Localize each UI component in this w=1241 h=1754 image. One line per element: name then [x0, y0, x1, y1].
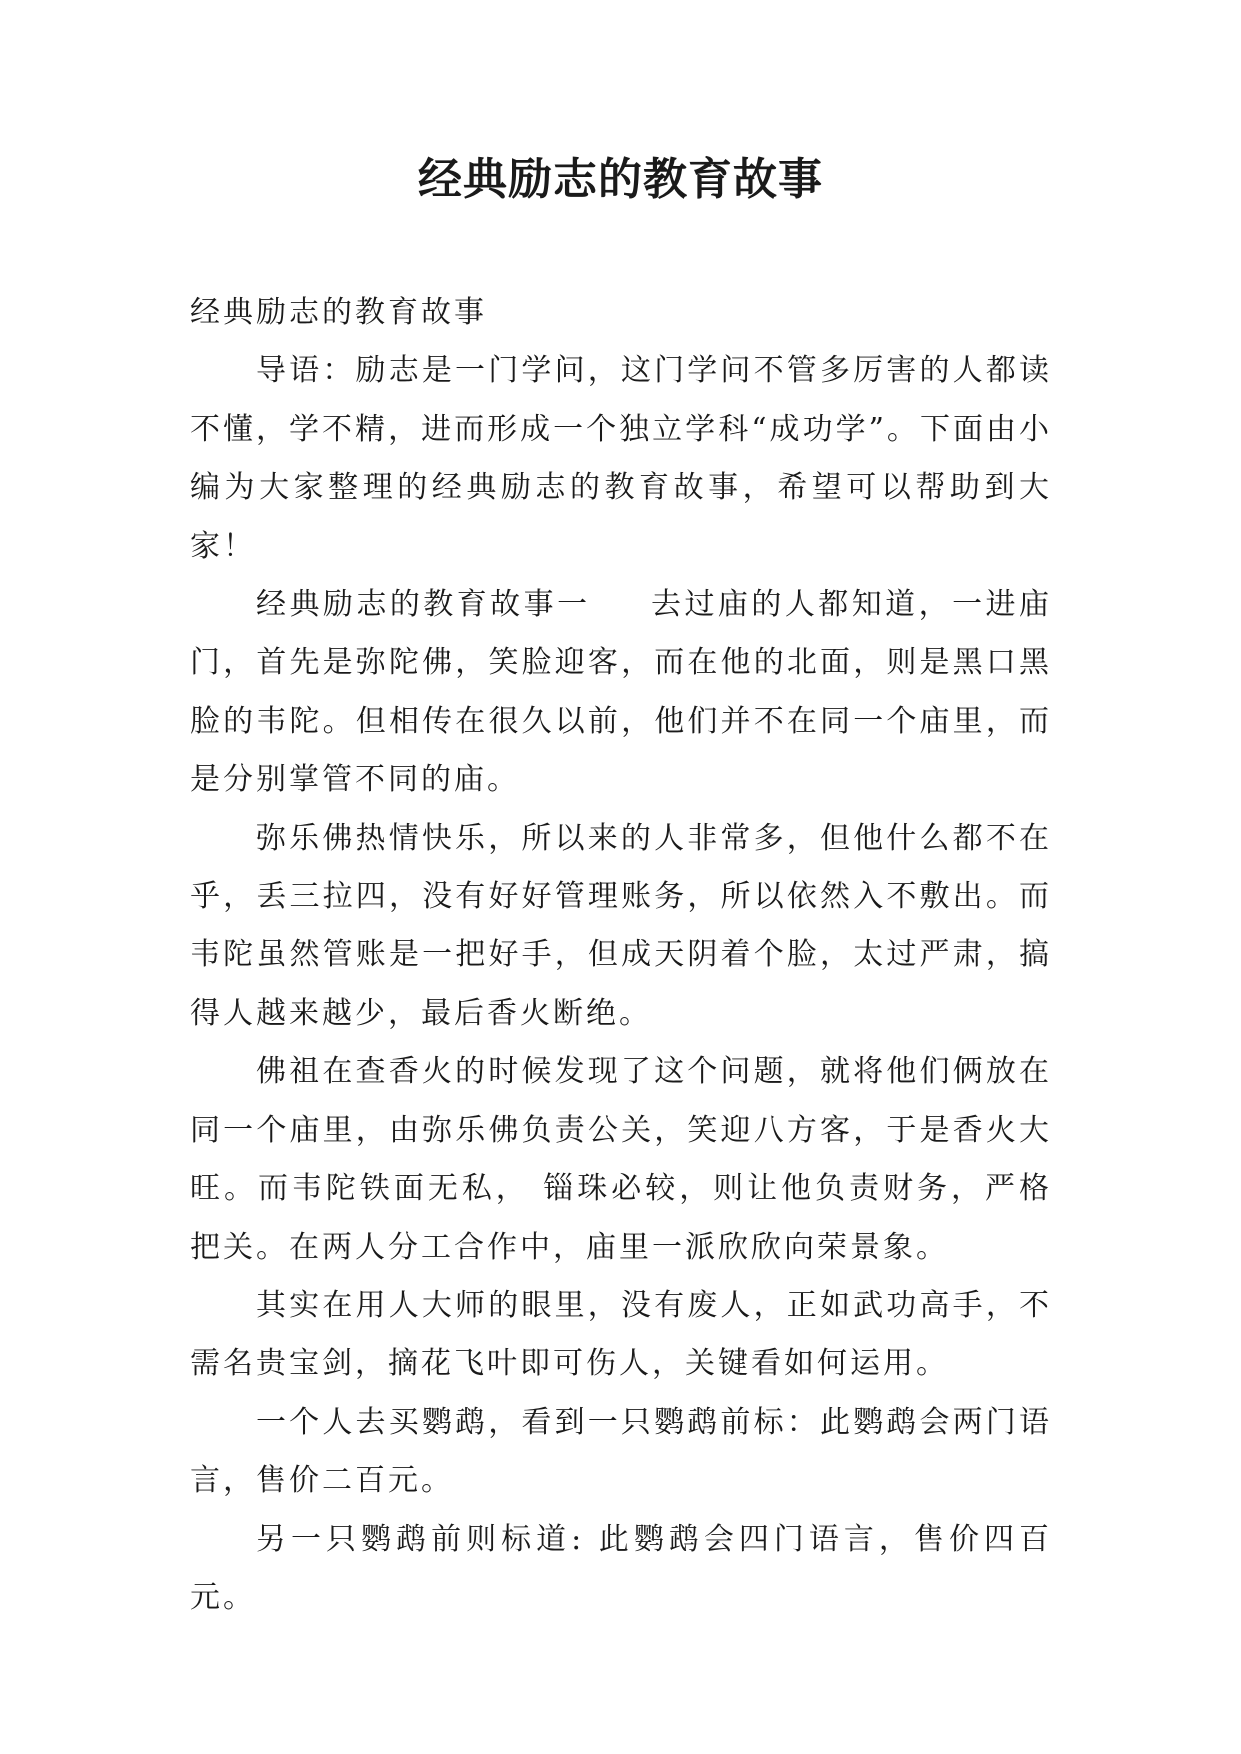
- document-heading: 经典励志的教育故事: [190, 295, 487, 330]
- intro-paragraph: 导语：励志是一门学问，这门学问不管多厉害的人都读不懂，学不精，进而形成一个独立学科“成功学”。下面由小编为大家整理的经典励志的教育故事，希望可以帮助到大家！: [190, 353, 1052, 564]
- document-title: 经典励志的教育故事: [418, 154, 823, 205]
- story-one-text: 去过庙的人都知道，一进庙门，首先是弥陀佛，笑脸迎客，而在他的北面，则是黑口黑脸的韦陀。但相传在很久以前，他们并不在同一个庙里，而是分别掌管不同的庙。: [190, 587, 1053, 798]
- story-one-paragraph: [190, 576, 1052, 810]
- paragraph-maitreya: 弥乐佛热情快乐，所以来的人非常多，但他什么都不在乎，丢三拉四，没有好好管理账务，所以依然入不敷出。而韦陀虽然管账是一把好手，但成天阴着个脸，太过严肃，搞得人越来越少，最后香火断绝。: [190, 820, 1052, 1031]
- paragraph-parrot-two: 另一只鹦鹉前则标道: 此鹦鹉会四门语言，售价四百元。: [190, 1521, 1052, 1615]
- document-body: [190, 284, 1052, 1627]
- paragraph-buddha: 佛祖在查香火的时候发现了这个问题，就将他们俩放在同一个庙里，由弥乐佛负责公关，笑迎八方客，于是香火大旺。而韦陀铁面无私， 锱珠必较，则让他负责财务，严格把关。在两人分工合作中，庙里一派欣欣向荣景象。: [190, 1054, 1052, 1265]
- story-one-label: 经典励志的教育故事一: [256, 587, 591, 623]
- paragraph-parrot-one: 一个人去买鹦鹉，看到一只鹦鹉前标：此鹦鹉会两门语言，售价二百元。: [190, 1404, 1052, 1499]
- paragraph-master: 其实在用人大师的眼里，没有废人，正如武功高手，不需名贵宝剑，摘花飞叶即可伤人，关键看如何运用。: [190, 1287, 1052, 1382]
